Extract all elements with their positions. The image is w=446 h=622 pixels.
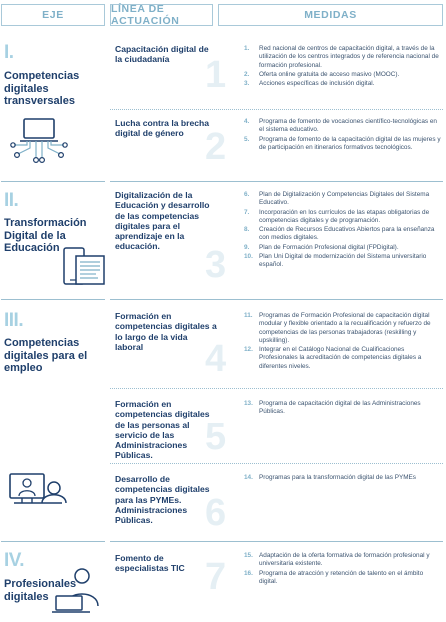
action-line-number: 6 [205, 492, 227, 534]
row-separator [110, 463, 443, 464]
measures-list [244, 552, 442, 587]
action-line-title: Desarrollo de competencias digitales para las PYMEs. Administraciones Públicas. [115, 474, 210, 526]
measures-list [244, 474, 442, 483]
person-with-laptop-icon [50, 566, 108, 616]
action-line-title: Digitalización de la Educación y desarrollo de las competencias digitales para el aprendizaje en la educación. [115, 190, 210, 252]
row-separator [110, 109, 443, 110]
axis-separator [1, 181, 105, 182]
row-separator [110, 388, 443, 389]
header-medidas: MEDIDAS [218, 4, 443, 26]
measures-list [244, 312, 442, 372]
action-line-number: 7 [205, 556, 227, 598]
action-line-number: 1 [205, 54, 227, 96]
action-line-number: 3 [205, 244, 227, 286]
row-separator [110, 181, 443, 182]
action-line-title: Fomento de especialistas TIC [115, 553, 185, 574]
header-eje: EJE [1, 4, 105, 26]
measures-list [244, 118, 442, 153]
person-at-computer-icon [6, 472, 68, 518]
action-line-number: 4 [205, 338, 227, 380]
list-item: 3. Acciones específicas de inclusión digital. [244, 80, 375, 88]
action-line-number: 5 [205, 416, 227, 458]
action-line-title: Formación en competencias digitales de las personas al servicio de las Administraciones Públicas. [115, 399, 210, 461]
list-item: 9. Plan de Formación Profesional digital (FPDigital). [244, 243, 399, 251]
action-line-title: Lucha contra la brecha digital de género [115, 118, 210, 139]
axis-number: I. [4, 42, 14, 63]
list-item: 13. Programa de capacitación digital de las Administraciones Públicas. [244, 400, 421, 416]
list-item: 11. Programas de Formación Profesional de capacitación digital modular y flexible orientado a la recualificación y refuerzo de competencias de las personas trabajadoras (reskilling y upskilling). [244, 312, 431, 344]
list-item: 5. Programa de fomento de la capacitación digital de las mujeres y de participación en itinerarios formativos tecnológicos. [244, 135, 441, 151]
row-separator [110, 299, 443, 300]
list-item: 1. Red nacional de centros de capacitación digital, a través de la utilización de los centros integrados y de referencia nacional de formación profesional. [244, 45, 439, 69]
list-item: 8. Creación de Recursos Educativos Abiertos para la enseñanza con medios digitales. [244, 226, 435, 242]
measures-list [244, 191, 442, 271]
list-item: 7. Incorporación en los currículos de las etapas obligatorias de competencias digitales y de programación. [244, 208, 430, 224]
list-item: 12. Integrar en el Catálogo Nacional de Cualificaciones Profesionales la acreditación de competencias digitales a diferentes niveles. [244, 346, 422, 370]
axis-separator [1, 299, 105, 300]
table-header [0, 4, 446, 28]
list-item: 14. Programas para la transformación digital de las PYMEs [244, 474, 416, 481]
axis-number: II. [4, 190, 19, 211]
measures-list [244, 400, 442, 418]
list-item: 4. Programa de fomento de vocaciones científico-tecnológicas en el sistema educativo. [244, 118, 437, 134]
action-line-title: Formación en competencias digitales a lo largo de la vida laboral [115, 311, 217, 352]
list-item: 2. Oferta online gratuita de acceso masivo (MOOC). [244, 70, 400, 78]
axis-separator [1, 541, 105, 542]
action-line-number: 2 [205, 126, 227, 168]
action-line-title: Capacitación digital de la ciudadanía [115, 44, 209, 65]
axis-title: Transformación Digital de la Educación [4, 217, 87, 254]
list-item: 6. Plan de Digitalización y Competencias Digitales del Sistema Educativo. [244, 191, 430, 207]
axis-number: III. [4, 310, 24, 331]
header-linea: LÍNEA DE ACTUACIÓN [110, 4, 213, 26]
row-separator [110, 541, 443, 542]
list-item: 10. Plan Uni Digital de modernización del Sistema universitario español. [244, 253, 427, 269]
axis-title: Profesionales digitales [4, 578, 77, 603]
tablet-document-icon [62, 244, 108, 290]
measures-list [244, 45, 442, 89]
list-item: 16. Programa de atracción y retención de talento en el ámbito digital. [244, 569, 424, 585]
axis-number: IV. [4, 550, 24, 571]
digital-network-icon [10, 118, 68, 166]
list-item: 15. Adaptación de la oferta formativa de formación profesional y universitaria existente. [244, 552, 430, 568]
axis-title: Competencias digitales transversales [4, 70, 80, 107]
axis-title: Competencias digitales para el empleo [4, 337, 88, 374]
